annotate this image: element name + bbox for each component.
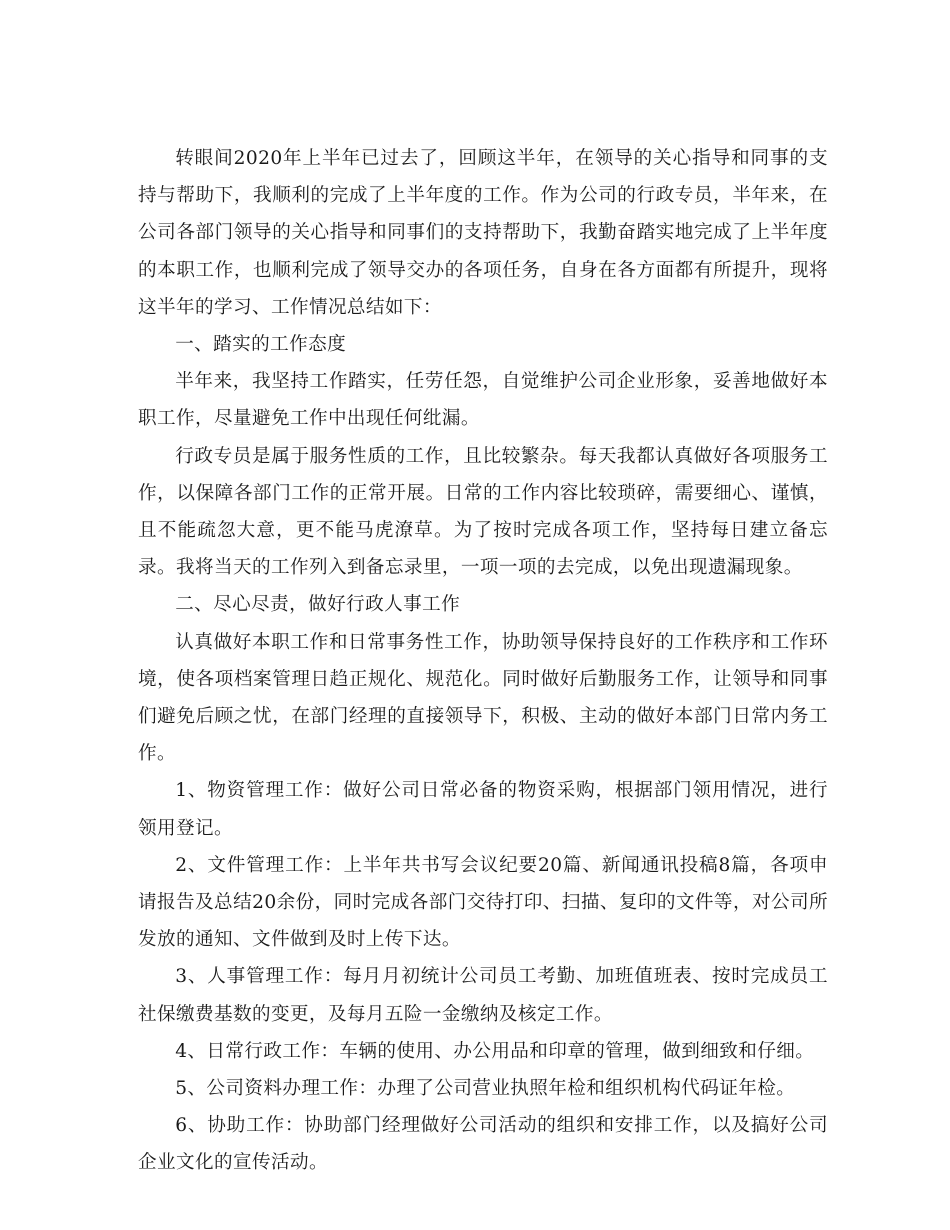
list-item-6: 6、协助工作：协助部门经理做好公司活动的组织和安排工作，以及搞好公司企业文化的宣传活动。: [138, 1115, 828, 1174]
intro-paragraph: 转眼间2020年上半年已过去了，回顾这半年，在领导的关心指导和同事的支持与帮助下，我顺利的完成了上半年度的工作。作为公司的行政专员，半年来，在公司各部门领导的关心指导和同事们的支持帮助下，我勤奋踏实地完成了上半年度的本职工作，也顺利完成了领导交办的各项任务，自身在各方面都有所提升，现将这半年的学习、工作情况总结如下：: [138, 148, 828, 318]
section-1-paragraph-1: 半年来，我坚持工作踏实，任劳任怨，自觉维护公司企业形象，妥善地做好本职工作，尽量避免工作中出现任何纰漏。: [138, 371, 828, 430]
list-item-3: 3、人事管理工作：每月月初统计公司员工考勤、加班值班表、按时完成员工社保缴费基数的变更，及每月五险一金缴纳及核定工作。: [138, 966, 828, 1025]
section-2-paragraph-1: 认真做好本职工作和日常事务性工作，协助领导保持良好的工作秩序和工作环境，使各项档案管理日趋正规化、规范化。同时做好后勤服务工作，让领导和同事们避免后顾之忧，在部门经理的直接领导下，积极、主动的做好本部门日常内务工作。: [138, 631, 828, 765]
list-item-5: 5、公司资料办理工作：办理了公司营业执照年检和组织机构代码证年检。: [175, 1078, 796, 1100]
list-item-1: 1、物资管理工作：做好公司日常必备的物资采购，根据部门领用情况，进行领用登记。: [138, 780, 828, 839]
section-1-paragraph-2: 行政专员是属于服务性质的工作，且比较繁杂。每天我都认真做好各项服务工作，以保障各部门工作的正常开展。日常的工作内容比较琐碎，需要细心、谨慎，且不能疏忽大意，更不能马虎潦草。为了按时完成各项工作，坚持每日建立备忘录。我将当天的工作列入到备忘录里，一项一项的去完成，以免出现遗漏现象。: [138, 445, 828, 579]
section-heading-1: 一、踏实的工作态度: [175, 334, 347, 356]
document-body: [138, 140, 828, 1182]
list-item-4: 4、日常行政工作：车辆的使用、办公用品和印章的管理，做到细致和仔细。: [175, 1040, 815, 1062]
list-item-2: 2、文件管理工作：上半年共书写会议纪要20篇、新闻通讯投稿8篇，各项申请报告及总结20余份，同时完成各部门交待打印、扫描、复印的文件等，对公司所发放的通知、文件做到及时上传下达。: [138, 854, 828, 951]
section-heading-2: 二、尽心尽责，做好行政人事工作: [175, 594, 461, 616]
